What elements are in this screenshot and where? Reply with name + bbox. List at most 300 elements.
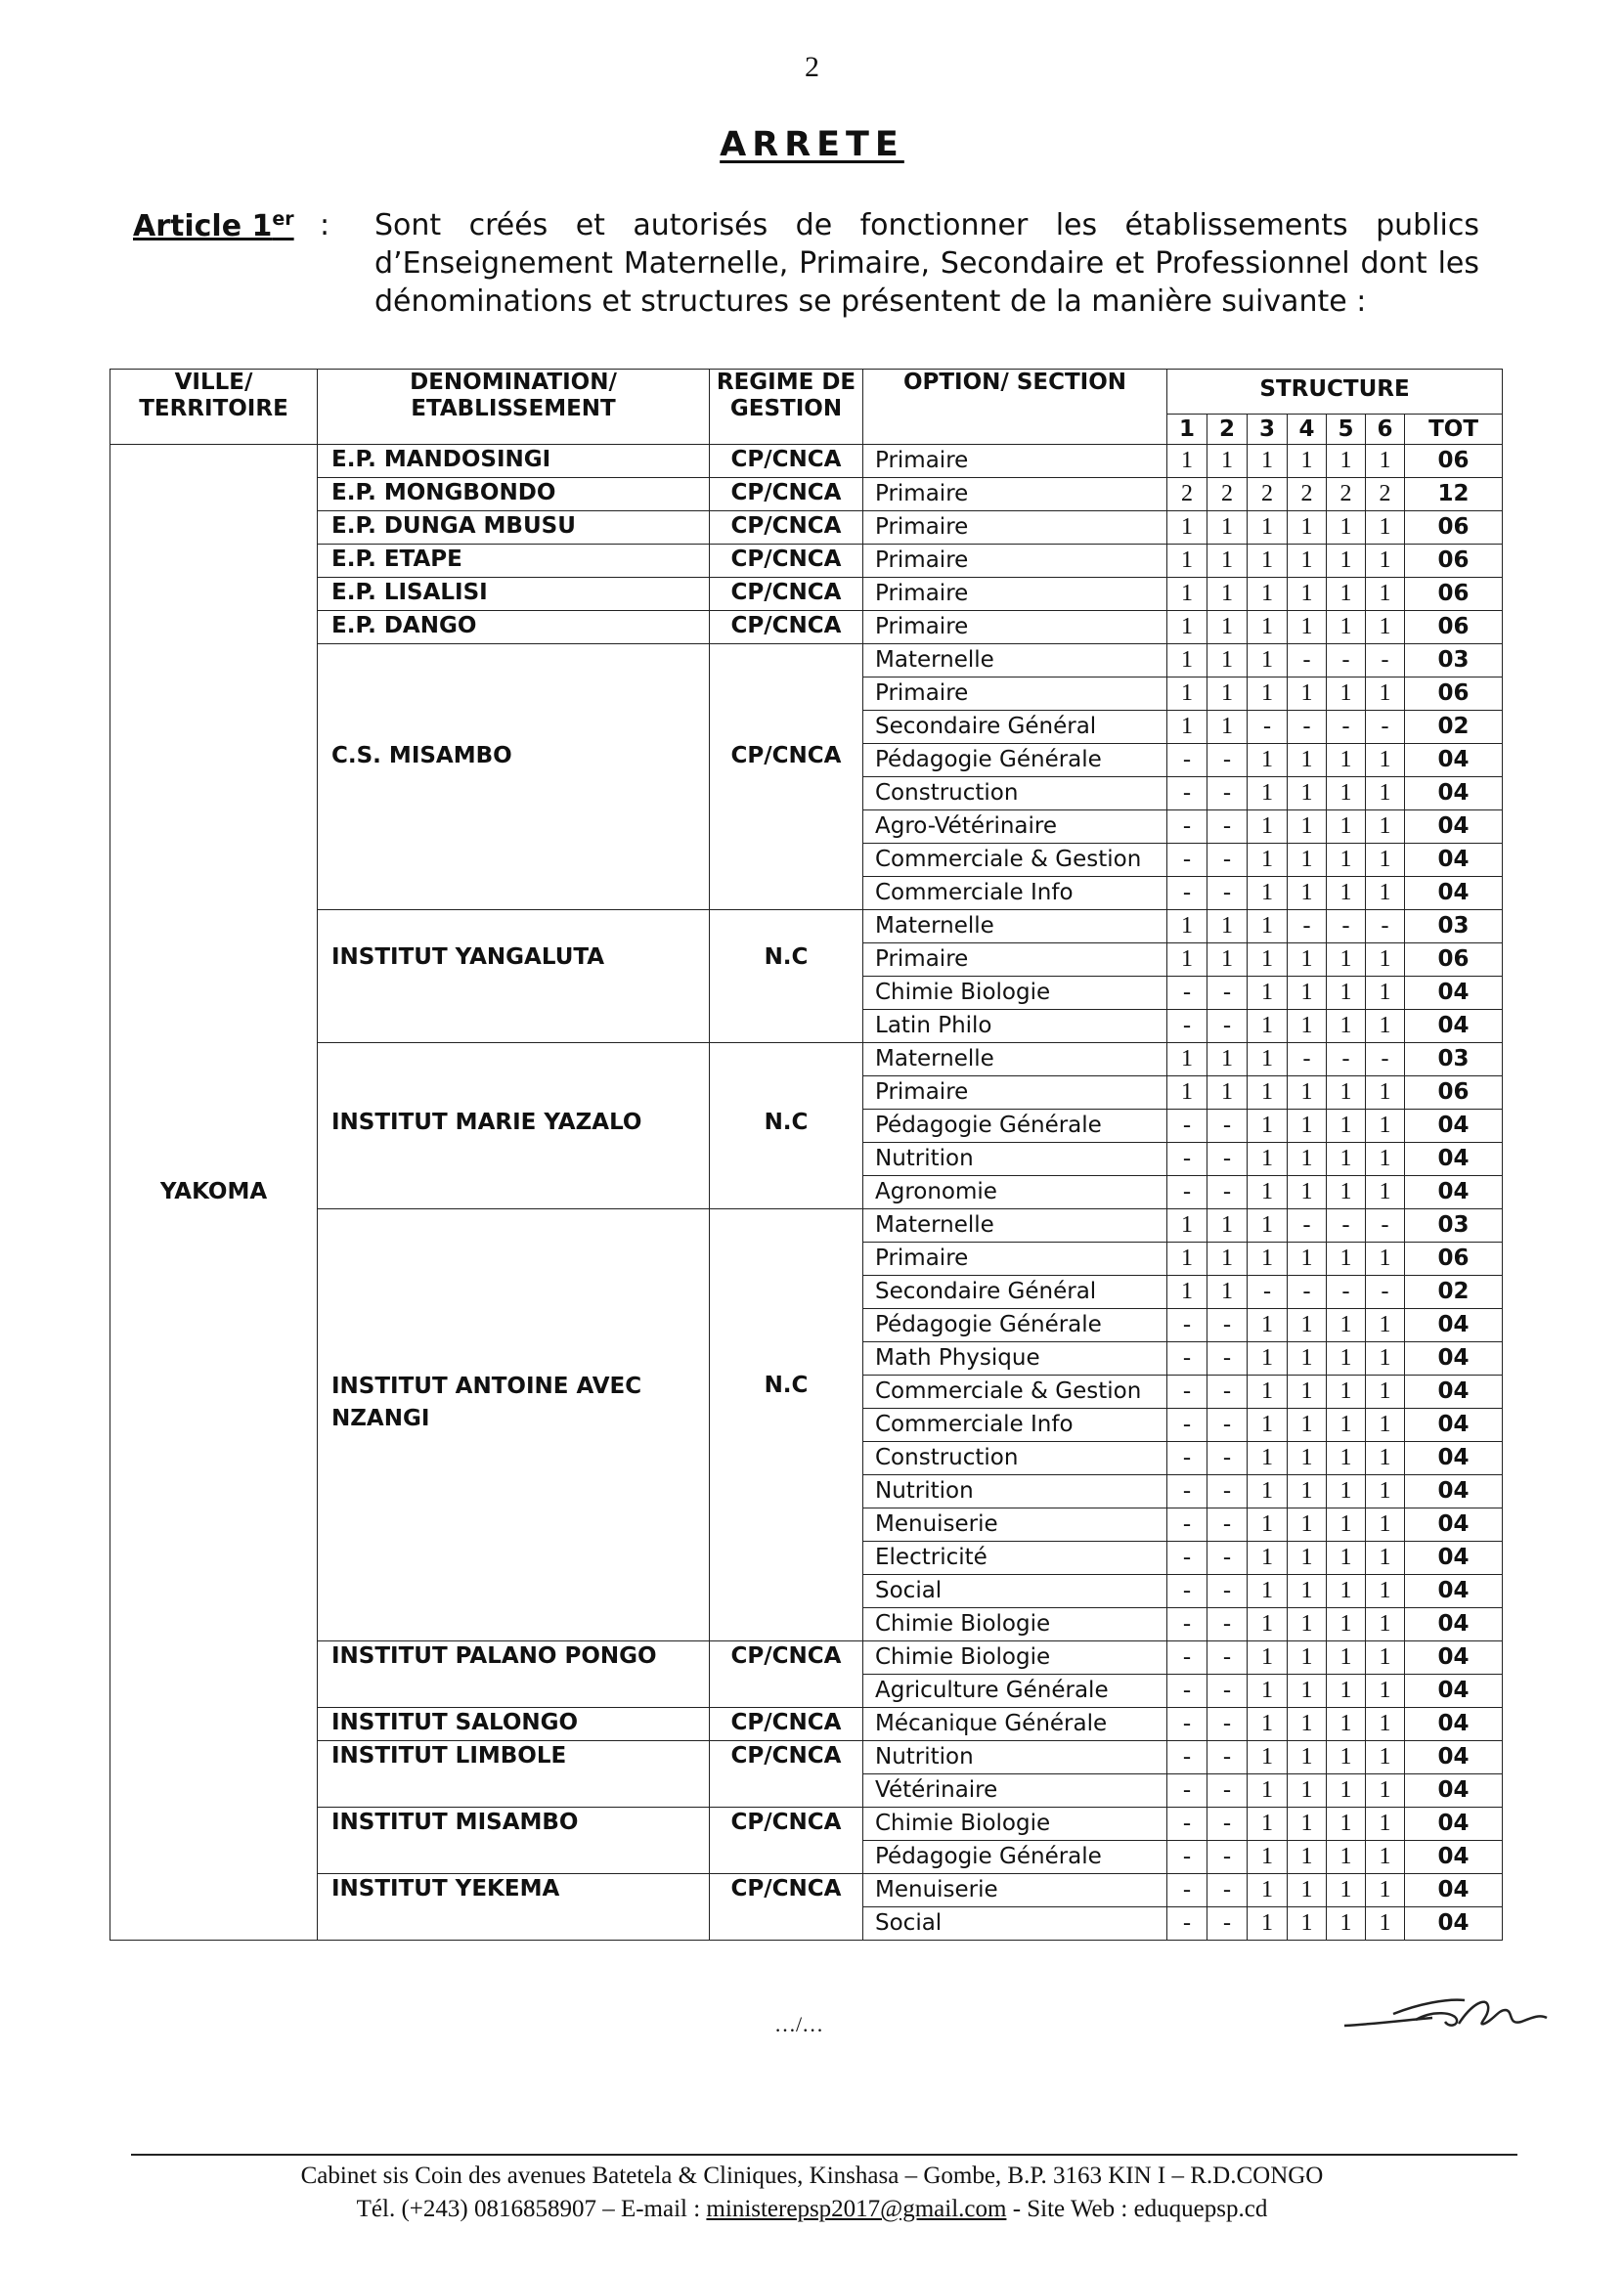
cell-level-5: 1 bbox=[1327, 1641, 1366, 1675]
cell-level-2: - bbox=[1207, 1641, 1248, 1675]
cell-level-1: 1 bbox=[1167, 511, 1207, 545]
cell-option: Pédagogie Générale bbox=[863, 744, 1167, 777]
cell-level-4: 1 bbox=[1288, 1808, 1327, 1841]
cell-total: 04 bbox=[1405, 777, 1503, 810]
cell-regime bbox=[710, 478, 863, 511]
cell-level-6: - bbox=[1366, 644, 1405, 678]
cell-level-4: 1 bbox=[1288, 1841, 1327, 1874]
cell-option: Primaire bbox=[863, 943, 1167, 977]
cell-level-4: 1 bbox=[1288, 810, 1327, 844]
cell-level-6: 1 bbox=[1366, 1010, 1405, 1043]
cell-level-5: 1 bbox=[1327, 1376, 1366, 1409]
cell-total: 04 bbox=[1405, 1708, 1503, 1741]
cell-level-3: 1 bbox=[1248, 678, 1288, 711]
cell-level-4: 1 bbox=[1288, 445, 1327, 478]
cell-level-2: 1 bbox=[1207, 1209, 1248, 1243]
document-title: ARRETE bbox=[720, 125, 904, 164]
cell-regime bbox=[710, 644, 863, 910]
cell-level-5: 1 bbox=[1327, 1808, 1366, 1841]
cell-total: 06 bbox=[1405, 445, 1503, 478]
cell-level-3: 1 bbox=[1248, 877, 1288, 910]
cell-level-1: - bbox=[1167, 1342, 1207, 1376]
cell-total: 02 bbox=[1405, 1276, 1503, 1309]
cell-level-6: 1 bbox=[1366, 1741, 1405, 1774]
cell-level-5: 1 bbox=[1327, 810, 1366, 844]
cell-option: Math Physique bbox=[863, 1342, 1167, 1376]
article-label-text: Article 1 bbox=[133, 209, 273, 243]
cell-level-6: 1 bbox=[1366, 1575, 1405, 1608]
cell-level-4: 1 bbox=[1288, 1907, 1327, 1941]
cell-total: 04 bbox=[1405, 1376, 1503, 1409]
cell-level-1: 1 bbox=[1167, 578, 1207, 611]
article-label bbox=[133, 208, 294, 243]
cell-total: 04 bbox=[1405, 1907, 1503, 1941]
cell-level-5: - bbox=[1327, 644, 1366, 678]
cell-level-3: 1 bbox=[1248, 1110, 1288, 1143]
cell-level-6: 1 bbox=[1366, 1176, 1405, 1209]
regime-text: CP/CNCA bbox=[730, 613, 842, 638]
cell-level-6: 1 bbox=[1366, 1608, 1405, 1641]
cell-level-4: 1 bbox=[1288, 1508, 1327, 1542]
cell-total: 06 bbox=[1405, 511, 1503, 545]
cell-level-1: 1 bbox=[1167, 711, 1207, 744]
header-col-5: 5 bbox=[1327, 415, 1366, 445]
cell-total: 04 bbox=[1405, 977, 1503, 1010]
cell-total: 04 bbox=[1405, 1342, 1503, 1376]
cell-level-3: 1 bbox=[1248, 1143, 1288, 1176]
cell-level-4: 1 bbox=[1288, 1243, 1327, 1276]
cell-level-4: 1 bbox=[1288, 1774, 1327, 1808]
cell-ville: YAKOMA bbox=[110, 445, 318, 1941]
cell-regime bbox=[710, 511, 863, 545]
cell-level-1: - bbox=[1167, 1309, 1207, 1342]
article-colon: : bbox=[320, 208, 330, 242]
cell-level-1: - bbox=[1167, 1675, 1207, 1708]
table-row bbox=[110, 578, 1503, 611]
cell-level-5: 1 bbox=[1327, 1708, 1366, 1741]
cell-total: 04 bbox=[1405, 1442, 1503, 1475]
cell-level-2: - bbox=[1207, 1675, 1248, 1708]
cell-level-4: 2 bbox=[1288, 478, 1327, 511]
cell-denomination bbox=[318, 1209, 710, 1641]
cell-option: Construction bbox=[863, 777, 1167, 810]
table-row bbox=[110, 478, 1503, 511]
cell-level-4: 1 bbox=[1288, 1542, 1327, 1575]
table-body bbox=[110, 445, 1503, 1941]
cell-level-5: 1 bbox=[1327, 1841, 1366, 1874]
cell-level-2: - bbox=[1207, 1442, 1248, 1475]
cell-option: Pédagogie Générale bbox=[863, 1110, 1167, 1143]
cell-level-5: 1 bbox=[1327, 1243, 1366, 1276]
cell-option: Nutrition bbox=[863, 1143, 1167, 1176]
cell-level-1: - bbox=[1167, 1841, 1207, 1874]
cell-total: 06 bbox=[1405, 611, 1503, 644]
cell-level-6: 1 bbox=[1366, 1342, 1405, 1376]
denomination-text: INSTITUT ANTOINE AVEC NZANGI bbox=[331, 1374, 642, 1431]
cell-level-1: - bbox=[1167, 877, 1207, 910]
cell-level-5: 1 bbox=[1327, 511, 1366, 545]
cell-level-3: - bbox=[1248, 1276, 1288, 1309]
footer-address: Cabinet sis Coin des avenues Batetela & Cliniques, Kinshasa – Gombe, B.P. 3163 KIN I – R.D.CONGO bbox=[300, 2163, 1324, 2189]
cell-level-1: - bbox=[1167, 744, 1207, 777]
table-row bbox=[110, 545, 1503, 578]
denomination-text: INSTITUT MISAMBO bbox=[331, 1810, 579, 1835]
cell-option: Chimie Biologie bbox=[863, 1808, 1167, 1841]
cell-level-5: 1 bbox=[1327, 1442, 1366, 1475]
cell-total: 03 bbox=[1405, 1209, 1503, 1243]
cell-regime bbox=[710, 578, 863, 611]
cell-option: Primaire bbox=[863, 678, 1167, 711]
denomination-text: INSTITUT MARIE YAZALO bbox=[331, 1110, 642, 1135]
cell-level-3: 1 bbox=[1248, 1708, 1288, 1741]
cell-level-6: - bbox=[1366, 1209, 1405, 1243]
cell-level-1: - bbox=[1167, 1442, 1207, 1475]
cell-option: Pédagogie Générale bbox=[863, 1841, 1167, 1874]
cell-denomination bbox=[318, 611, 710, 644]
cell-level-2: - bbox=[1207, 1309, 1248, 1342]
cell-level-4: 1 bbox=[1288, 1110, 1327, 1143]
cell-total: 12 bbox=[1405, 478, 1503, 511]
cell-level-3: 1 bbox=[1248, 1641, 1288, 1675]
cell-level-2: 1 bbox=[1207, 611, 1248, 644]
cell-option: Menuiserie bbox=[863, 1874, 1167, 1907]
cell-option: Commerciale Info bbox=[863, 1409, 1167, 1442]
cell-option: Maternelle bbox=[863, 1209, 1167, 1243]
cell-level-5: 1 bbox=[1327, 1874, 1366, 1907]
cell-level-3: - bbox=[1248, 711, 1288, 744]
cell-level-2: 1 bbox=[1207, 1043, 1248, 1076]
cell-option: Chimie Biologie bbox=[863, 1608, 1167, 1641]
cell-total: 04 bbox=[1405, 1675, 1503, 1708]
cell-level-2: 2 bbox=[1207, 478, 1248, 511]
cell-option: Commerciale Info bbox=[863, 877, 1167, 910]
cell-level-4: 1 bbox=[1288, 1874, 1327, 1907]
cell-level-3: 1 bbox=[1248, 1409, 1288, 1442]
cell-total: 04 bbox=[1405, 1741, 1503, 1774]
cell-level-1: - bbox=[1167, 1409, 1207, 1442]
cell-level-4: 1 bbox=[1288, 1675, 1327, 1708]
cell-level-4: 1 bbox=[1288, 1475, 1327, 1508]
regime-text: CP/CNCA bbox=[730, 447, 842, 472]
cell-level-4: 1 bbox=[1288, 977, 1327, 1010]
cell-level-2: 1 bbox=[1207, 545, 1248, 578]
cell-level-6: 1 bbox=[1366, 1376, 1405, 1409]
cell-level-4: 1 bbox=[1288, 744, 1327, 777]
cell-option: Construction bbox=[863, 1442, 1167, 1475]
cell-level-2: - bbox=[1207, 877, 1248, 910]
cell-level-6: 1 bbox=[1366, 1708, 1405, 1741]
cell-level-2: 1 bbox=[1207, 1276, 1248, 1309]
cell-level-2: - bbox=[1207, 1708, 1248, 1741]
cell-regime bbox=[710, 1741, 863, 1808]
cell-level-6: - bbox=[1366, 910, 1405, 943]
cell-total: 03 bbox=[1405, 910, 1503, 943]
cell-regime bbox=[710, 1043, 863, 1209]
cell-level-6: 1 bbox=[1366, 1841, 1405, 1874]
header-col-tot: TOT bbox=[1405, 415, 1503, 445]
cell-level-2: 1 bbox=[1207, 943, 1248, 977]
cell-level-3: 1 bbox=[1248, 1043, 1288, 1076]
footer-phone: Tél. (+243) 0816858907 – E-mail : bbox=[356, 2196, 707, 2222]
cell-level-6: 1 bbox=[1366, 545, 1405, 578]
cell-level-3: 1 bbox=[1248, 844, 1288, 877]
cell-level-6: 1 bbox=[1366, 1475, 1405, 1508]
cell-option: Secondaire Général bbox=[863, 711, 1167, 744]
cell-regime bbox=[710, 1708, 863, 1741]
cell-denomination bbox=[318, 1808, 710, 1874]
cell-level-1: - bbox=[1167, 1708, 1207, 1741]
cell-level-1: - bbox=[1167, 844, 1207, 877]
cell-level-5: 1 bbox=[1327, 1309, 1366, 1342]
cell-level-3: 1 bbox=[1248, 1076, 1288, 1110]
cell-level-5: 1 bbox=[1327, 445, 1366, 478]
cell-level-4: 1 bbox=[1288, 678, 1327, 711]
cell-level-3: 1 bbox=[1248, 910, 1288, 943]
cell-level-6: 1 bbox=[1366, 844, 1405, 877]
cell-level-4: 1 bbox=[1288, 1176, 1327, 1209]
cell-level-5: - bbox=[1327, 910, 1366, 943]
cell-level-3: 1 bbox=[1248, 1442, 1288, 1475]
cell-level-2: 1 bbox=[1207, 1243, 1248, 1276]
cell-level-2: - bbox=[1207, 1176, 1248, 1209]
cell-level-3: 2 bbox=[1248, 478, 1288, 511]
cell-denomination bbox=[318, 1741, 710, 1808]
cell-option: Menuiserie bbox=[863, 1508, 1167, 1542]
cell-total: 04 bbox=[1405, 1409, 1503, 1442]
cell-level-3: 1 bbox=[1248, 1741, 1288, 1774]
cell-level-5: 1 bbox=[1327, 578, 1366, 611]
cell-regime bbox=[710, 1641, 863, 1708]
header-col-4: 4 bbox=[1288, 415, 1327, 445]
cell-level-5: 1 bbox=[1327, 1409, 1366, 1442]
cell-level-6: - bbox=[1366, 1043, 1405, 1076]
cell-level-4: 1 bbox=[1288, 511, 1327, 545]
cell-level-2: - bbox=[1207, 1110, 1248, 1143]
cell-option: Chimie Biologie bbox=[863, 977, 1167, 1010]
cell-level-1: - bbox=[1167, 1874, 1207, 1907]
table-row bbox=[110, 445, 1503, 478]
table-row bbox=[110, 1641, 1503, 1675]
cell-level-5: 1 bbox=[1327, 943, 1366, 977]
regime-text: N.C bbox=[764, 1373, 809, 1398]
denomination-text: E.P. MONGBONDO bbox=[331, 480, 556, 505]
cell-denomination bbox=[318, 644, 710, 910]
cell-total: 04 bbox=[1405, 1874, 1503, 1907]
cell-total: 04 bbox=[1405, 1110, 1503, 1143]
cell-level-1: - bbox=[1167, 1143, 1207, 1176]
cell-level-5: 2 bbox=[1327, 478, 1366, 511]
cell-option: Primaire bbox=[863, 511, 1167, 545]
cell-level-4: 1 bbox=[1288, 1442, 1327, 1475]
header-col-3: 3 bbox=[1248, 415, 1288, 445]
cell-level-3: 1 bbox=[1248, 578, 1288, 611]
cell-level-3: 1 bbox=[1248, 1342, 1288, 1376]
cell-level-4: 1 bbox=[1288, 844, 1327, 877]
cell-level-3: 1 bbox=[1248, 611, 1288, 644]
cell-denomination bbox=[318, 478, 710, 511]
cell-level-5: 1 bbox=[1327, 1342, 1366, 1376]
cell-level-5: 1 bbox=[1327, 545, 1366, 578]
denomination-text: INSTITUT PALANO PONGO bbox=[331, 1643, 657, 1669]
denomination-text: E.P. DANGO bbox=[331, 613, 477, 638]
cell-level-5: - bbox=[1327, 1276, 1366, 1309]
cell-level-1: 1 bbox=[1167, 611, 1207, 644]
cell-denomination bbox=[318, 578, 710, 611]
cell-denomination bbox=[318, 545, 710, 578]
cell-level-4: 1 bbox=[1288, 1608, 1327, 1641]
cell-level-1: 1 bbox=[1167, 910, 1207, 943]
cell-level-1: - bbox=[1167, 1010, 1207, 1043]
cell-level-6: 1 bbox=[1366, 1874, 1405, 1907]
cell-level-6: 1 bbox=[1366, 1442, 1405, 1475]
cell-level-6: 1 bbox=[1366, 1774, 1405, 1808]
cell-level-5: 1 bbox=[1327, 611, 1366, 644]
table-row bbox=[110, 511, 1503, 545]
cell-option: Primaire bbox=[863, 1243, 1167, 1276]
cell-level-1: - bbox=[1167, 1376, 1207, 1409]
cell-level-1: - bbox=[1167, 1475, 1207, 1508]
cell-total: 04 bbox=[1405, 844, 1503, 877]
cell-level-1: - bbox=[1167, 1575, 1207, 1608]
cell-level-1: 1 bbox=[1167, 943, 1207, 977]
cell-total: 04 bbox=[1405, 1542, 1503, 1575]
cell-level-6: 1 bbox=[1366, 1508, 1405, 1542]
cell-level-4: 1 bbox=[1288, 1575, 1327, 1608]
cell-level-2: - bbox=[1207, 1808, 1248, 1841]
cell-level-1: - bbox=[1167, 1774, 1207, 1808]
cell-total: 03 bbox=[1405, 644, 1503, 678]
cell-regime bbox=[710, 445, 863, 478]
cell-option: Mécanique Générale bbox=[863, 1708, 1167, 1741]
cell-level-1: 1 bbox=[1167, 445, 1207, 478]
cell-level-1: 1 bbox=[1167, 644, 1207, 678]
denomination-text: E.P. ETAPE bbox=[331, 546, 462, 572]
cell-level-2: - bbox=[1207, 1774, 1248, 1808]
denomination-text: E.P. MANDOSINGI bbox=[331, 447, 551, 472]
page-number: 2 bbox=[805, 51, 819, 83]
cell-level-4: 1 bbox=[1288, 943, 1327, 977]
cell-option: Latin Philo bbox=[863, 1010, 1167, 1043]
cell-level-3: 1 bbox=[1248, 810, 1288, 844]
cell-level-4: - bbox=[1288, 1276, 1327, 1309]
cell-level-5: - bbox=[1327, 1043, 1366, 1076]
cell-level-3: 1 bbox=[1248, 1675, 1288, 1708]
header-col-6: 6 bbox=[1366, 415, 1405, 445]
establishments-table bbox=[110, 369, 1503, 1941]
cell-level-6: 1 bbox=[1366, 1907, 1405, 1941]
cell-level-2: 1 bbox=[1207, 711, 1248, 744]
cell-level-1: - bbox=[1167, 810, 1207, 844]
cell-total: 04 bbox=[1405, 744, 1503, 777]
cell-level-5: 1 bbox=[1327, 977, 1366, 1010]
cell-level-5: 1 bbox=[1327, 1176, 1366, 1209]
regime-text: CP/CNCA bbox=[730, 480, 842, 505]
cell-level-2: - bbox=[1207, 1542, 1248, 1575]
denomination-text: C.S. MISAMBO bbox=[331, 743, 512, 768]
regime-text: CP/CNCA bbox=[730, 513, 842, 539]
denomination-text: INSTITUT YEKEMA bbox=[331, 1876, 560, 1901]
cell-level-2: - bbox=[1207, 1841, 1248, 1874]
cell-denomination bbox=[318, 511, 710, 545]
cell-level-4: 1 bbox=[1288, 1010, 1327, 1043]
cell-total: 03 bbox=[1405, 1043, 1503, 1076]
cell-level-4: 1 bbox=[1288, 1143, 1327, 1176]
regime-text: N.C bbox=[764, 1110, 809, 1135]
cell-level-4: - bbox=[1288, 1043, 1327, 1076]
cell-level-2: - bbox=[1207, 1475, 1248, 1508]
cell-option: Agronomie bbox=[863, 1176, 1167, 1209]
cell-level-3: 1 bbox=[1248, 1542, 1288, 1575]
cell-level-3: 1 bbox=[1248, 1376, 1288, 1409]
cell-level-5: 1 bbox=[1327, 1475, 1366, 1508]
cell-level-2: - bbox=[1207, 1409, 1248, 1442]
cell-level-6: 1 bbox=[1366, 1409, 1405, 1442]
cell-level-2: - bbox=[1207, 1376, 1248, 1409]
cell-level-1: - bbox=[1167, 1808, 1207, 1841]
cell-option: Nutrition bbox=[863, 1475, 1167, 1508]
cell-level-1: 1 bbox=[1167, 1043, 1207, 1076]
cell-option: Pédagogie Générale bbox=[863, 1309, 1167, 1342]
cell-level-4: 1 bbox=[1288, 1708, 1327, 1741]
cell-option: Primaire bbox=[863, 578, 1167, 611]
cell-denomination bbox=[318, 1641, 710, 1708]
cell-level-3: 1 bbox=[1248, 1475, 1288, 1508]
cell-level-2: 1 bbox=[1207, 910, 1248, 943]
cell-option: Chimie Biologie bbox=[863, 1641, 1167, 1675]
cell-level-2: - bbox=[1207, 777, 1248, 810]
cell-level-3: 1 bbox=[1248, 1841, 1288, 1874]
cell-level-2: - bbox=[1207, 810, 1248, 844]
cell-level-5: 1 bbox=[1327, 1675, 1366, 1708]
cell-level-3: 1 bbox=[1248, 1243, 1288, 1276]
cell-level-4: 1 bbox=[1288, 1641, 1327, 1675]
cell-level-2: 1 bbox=[1207, 678, 1248, 711]
cell-level-4: 1 bbox=[1288, 1076, 1327, 1110]
cell-level-5: 1 bbox=[1327, 844, 1366, 877]
cell-level-3: 1 bbox=[1248, 1309, 1288, 1342]
cell-option: Primaire bbox=[863, 445, 1167, 478]
cell-option: Commerciale & Gestion bbox=[863, 1376, 1167, 1409]
cell-level-3: 1 bbox=[1248, 445, 1288, 478]
cell-level-2: 1 bbox=[1207, 578, 1248, 611]
cell-regime bbox=[710, 1874, 863, 1941]
cell-level-6: 1 bbox=[1366, 511, 1405, 545]
cell-level-6: 1 bbox=[1366, 1641, 1405, 1675]
cell-level-3: 1 bbox=[1248, 1508, 1288, 1542]
cell-level-1: - bbox=[1167, 1608, 1207, 1641]
cell-level-6: 1 bbox=[1366, 810, 1405, 844]
header-col-1: 1 bbox=[1167, 415, 1207, 445]
cell-level-3: 1 bbox=[1248, 1874, 1288, 1907]
cell-level-5: 1 bbox=[1327, 1542, 1366, 1575]
cell-level-2: - bbox=[1207, 1508, 1248, 1542]
cell-level-5: - bbox=[1327, 1209, 1366, 1243]
cell-level-1: - bbox=[1167, 1176, 1207, 1209]
cell-option: Agro-Vétérinaire bbox=[863, 810, 1167, 844]
header-col-2: 2 bbox=[1207, 415, 1248, 445]
cell-level-5: 1 bbox=[1327, 1741, 1366, 1774]
cell-denomination bbox=[318, 1874, 710, 1941]
footer-email-link[interactable]: ministerepsp2017@gmail.com bbox=[706, 2196, 1007, 2222]
cell-level-4: 1 bbox=[1288, 1741, 1327, 1774]
cell-option: Maternelle bbox=[863, 644, 1167, 678]
regime-text: CP/CNCA bbox=[730, 1710, 842, 1735]
cell-level-1: 1 bbox=[1167, 1243, 1207, 1276]
cell-total: 06 bbox=[1405, 678, 1503, 711]
cell-option: Primaire bbox=[863, 545, 1167, 578]
cell-level-3: 1 bbox=[1248, 943, 1288, 977]
cell-level-2: - bbox=[1207, 1907, 1248, 1941]
